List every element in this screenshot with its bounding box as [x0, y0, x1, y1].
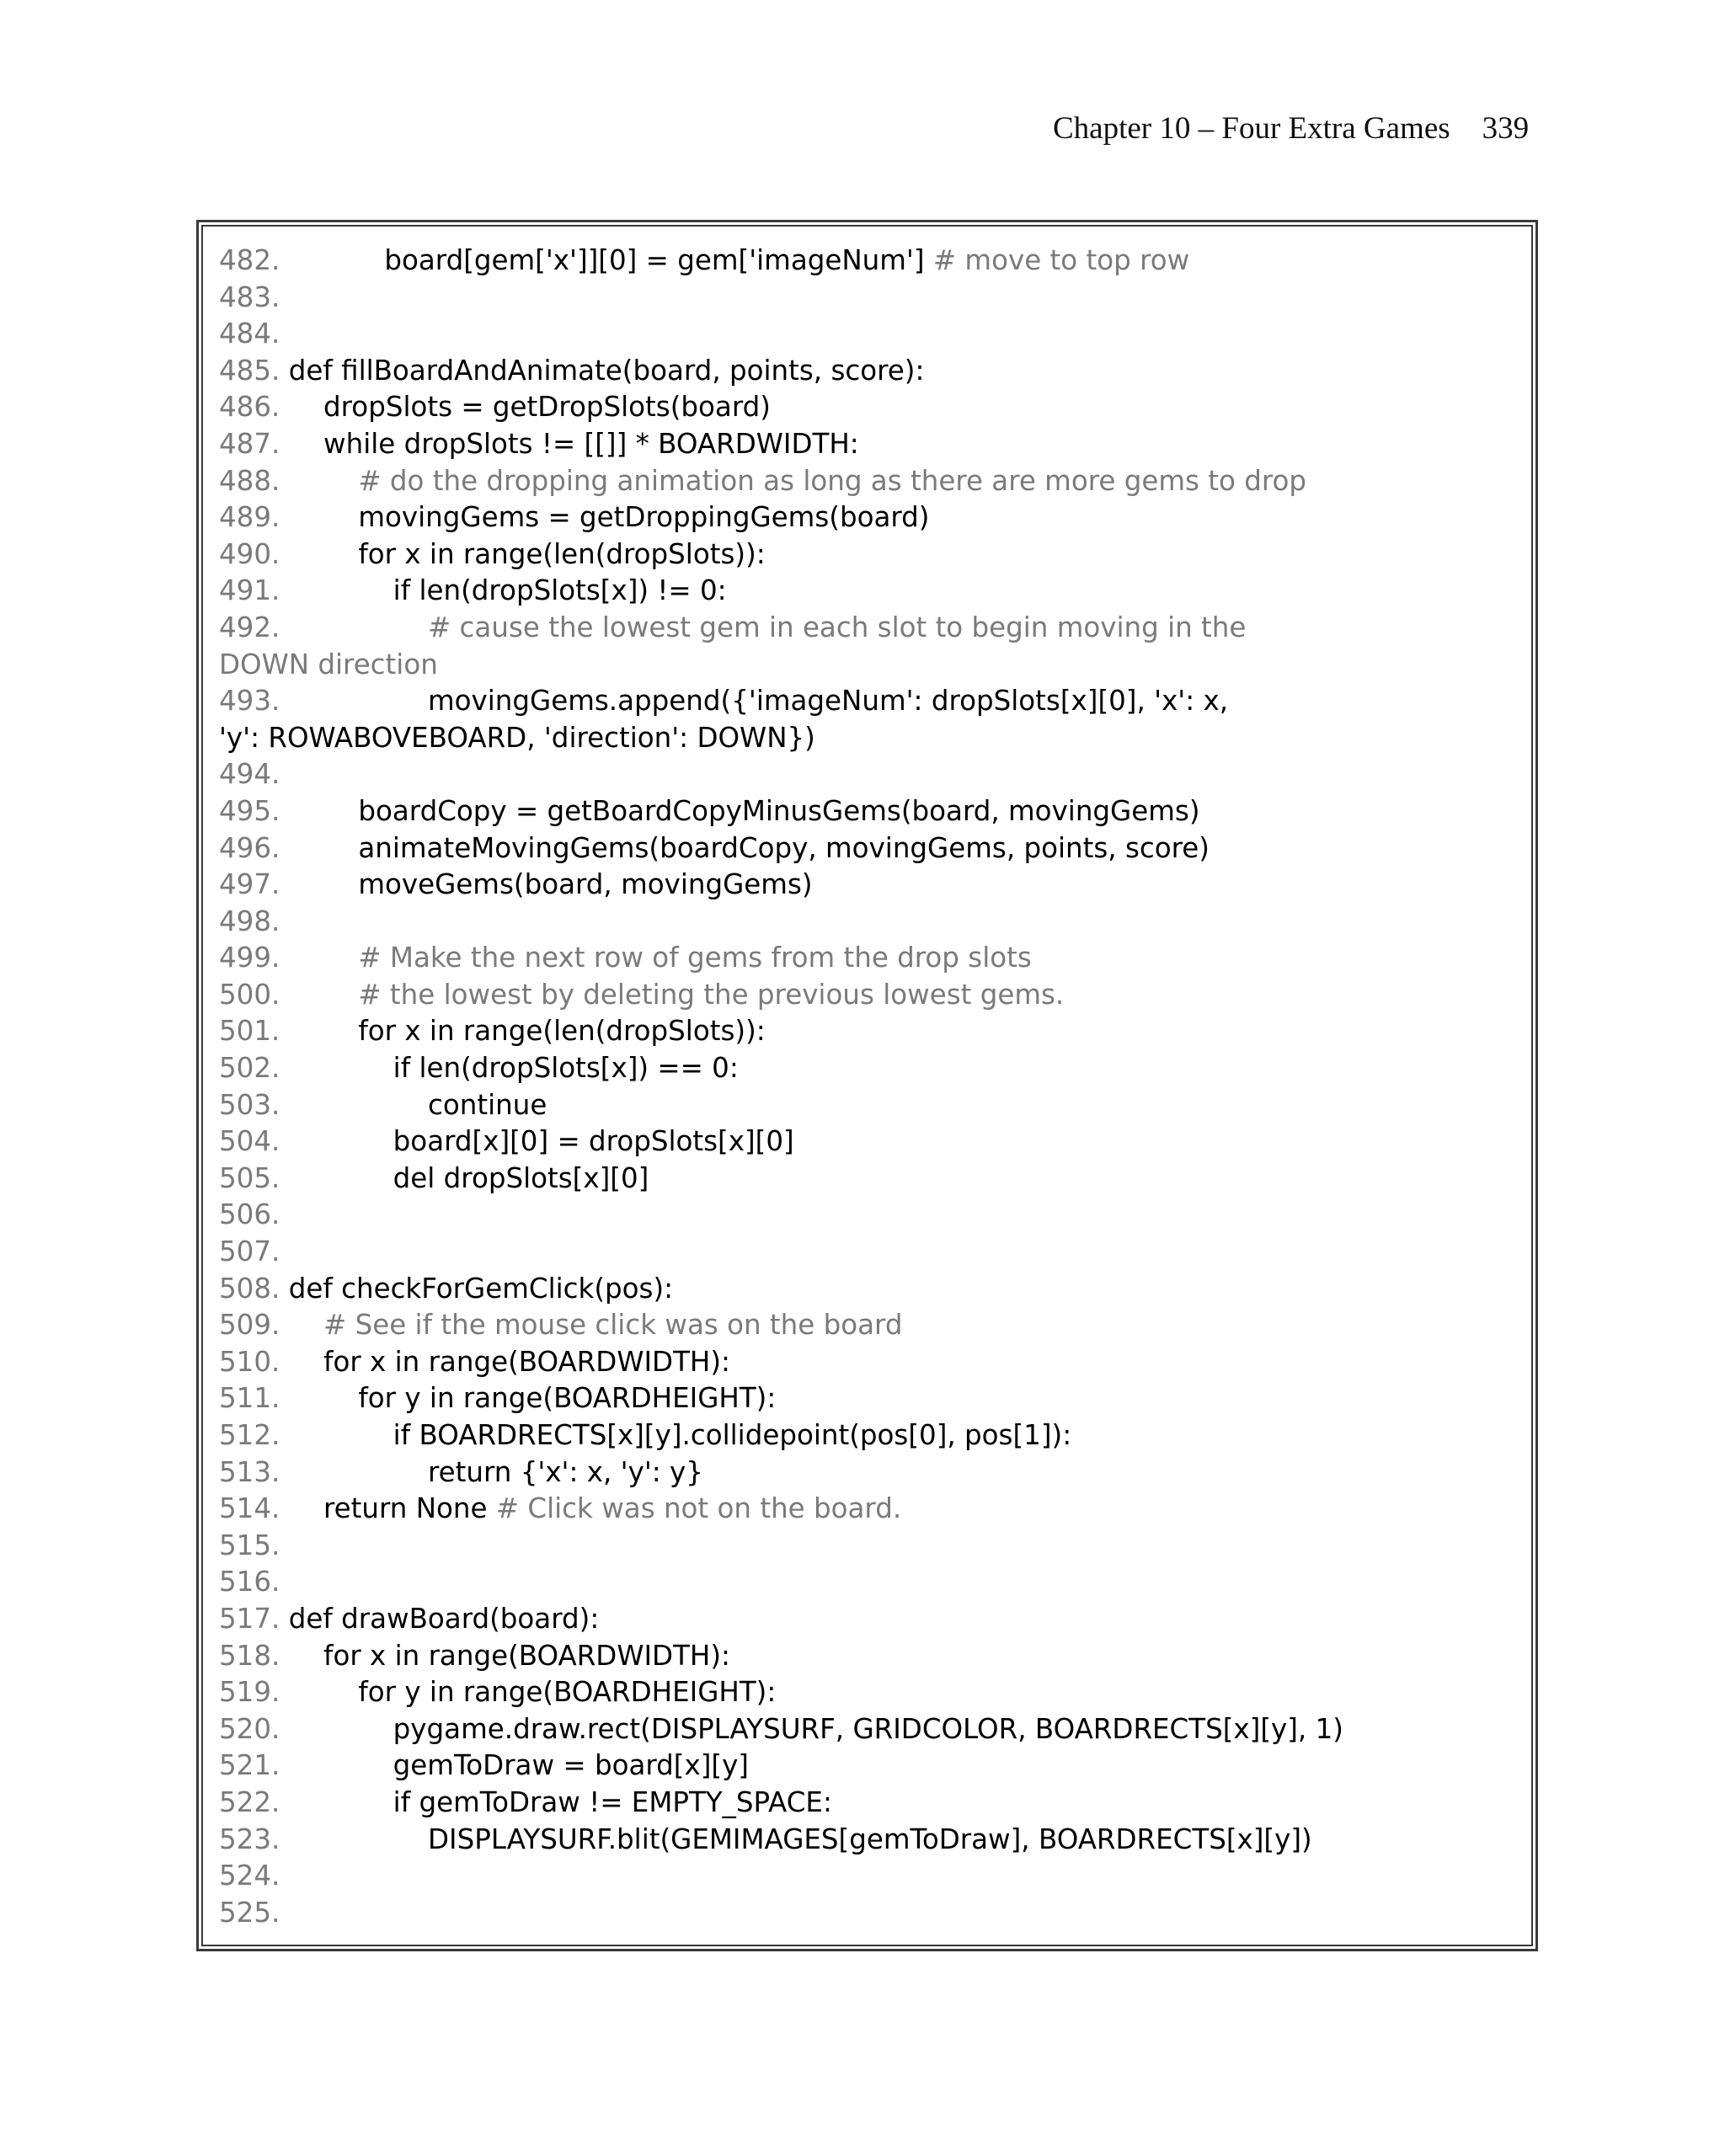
- code-text: [280, 1309, 323, 1341]
- code-line: [219, 1895, 1516, 1932]
- code-text: board[x][0] = dropSlots[x][0]: [280, 1125, 794, 1158]
- line-number: 522.: [219, 1785, 280, 1818]
- code-text: for y in range(BOARDHEIGHT):: [280, 1676, 777, 1709]
- line-number: 507.: [219, 1235, 280, 1268]
- code-line: [219, 1785, 1516, 1822]
- code-text: [280, 942, 358, 974]
- code-text: del dropSlots[x][0]: [280, 1161, 649, 1194]
- code-line: [219, 1454, 1516, 1492]
- line-number: 502.: [219, 1052, 280, 1085]
- code-comment: # See if the mouse click was on the board: [323, 1309, 903, 1342]
- code-comment: # move to top row: [932, 244, 1190, 276]
- code-line: [219, 499, 1516, 536]
- code-line: [219, 1380, 1516, 1417]
- code-text: def checkForGemClick(pos):: [280, 1272, 674, 1305]
- line-number: 499.: [219, 942, 280, 974]
- code-comment: DOWN direction: [219, 648, 438, 680]
- line-number: 487.: [219, 427, 280, 460]
- code-line: [219, 243, 1516, 280]
- code-line: [219, 1307, 1516, 1344]
- code-text: [280, 611, 428, 643]
- code-text: if len(dropSlots[x]) == 0:: [280, 1052, 739, 1085]
- code-text: pygame.draw.rect(DISPLAYSURF, GRIDCOLOR, BOARDRECTS[x][y], 1): [280, 1712, 1343, 1745]
- code-line: [219, 1638, 1516, 1675]
- code-text: [280, 465, 358, 497]
- code-text: for x in range(BOARDWIDTH):: [280, 1639, 730, 1672]
- code-text: DISPLAYSURF.blit(GEMIMAGES[gemToDraw], BOARDRECTS[x][y]): [280, 1822, 1312, 1855]
- line-number: 498.: [219, 905, 280, 937]
- code-text: for x in range(len(dropSlots)):: [280, 537, 766, 570]
- code-text: for y in range(BOARDHEIGHT):: [280, 1382, 777, 1415]
- code-line: [219, 1822, 1516, 1859]
- code-text: board[gem['x']][0] = gem['imageNum']: [280, 244, 933, 276]
- line-number: 514.: [219, 1492, 280, 1525]
- line-number: 509.: [219, 1309, 280, 1342]
- code-line: [219, 573, 1516, 610]
- line-number: 493.: [219, 685, 280, 718]
- code-line: [219, 1161, 1516, 1198]
- code-text: animateMovingGems(boardCopy, movingGems, points, score): [280, 831, 1210, 864]
- code-text: if gemToDraw != EMPTY_SPACE:: [280, 1785, 832, 1818]
- code-line: [219, 1674, 1516, 1711]
- line-number: 488.: [219, 464, 280, 497]
- line-number: 510.: [219, 1345, 280, 1378]
- code-listing-box: [196, 220, 1538, 1951]
- code-line: [219, 720, 1516, 757]
- code-text: while dropSlots != [[]] * BOARDWIDTH:: [280, 427, 859, 460]
- line-number: 517.: [219, 1602, 280, 1635]
- line-number: 489.: [219, 501, 280, 534]
- code-text: movingGems = getDroppingGems(board): [280, 501, 930, 534]
- code-line: [219, 463, 1516, 500]
- code-line: [219, 316, 1516, 353]
- code-text: for x in range(len(dropSlots)):: [280, 1015, 766, 1048]
- code-line: [219, 1491, 1516, 1528]
- page-header: [1053, 108, 1530, 150]
- code-line: [219, 536, 1516, 574]
- code-line: [219, 1344, 1516, 1381]
- line-number: 520.: [219, 1712, 280, 1745]
- line-number: 496.: [219, 831, 280, 864]
- code-line: [219, 867, 1516, 904]
- code-line: [219, 904, 1516, 941]
- code-text: if len(dropSlots[x]) != 0:: [280, 574, 727, 607]
- line-number: 505.: [219, 1161, 280, 1194]
- line-number: 482.: [219, 244, 280, 276]
- code-line: [219, 1711, 1516, 1748]
- code-line: [219, 1013, 1516, 1050]
- code-line: [219, 1087, 1516, 1124]
- code-comment: # Click was not on the board.: [495, 1492, 902, 1525]
- code-line: [219, 1858, 1516, 1895]
- code-line: [219, 1528, 1516, 1565]
- code-line: [219, 756, 1516, 793]
- code-text: movingGems.append({'imageNum': dropSlots[x][0], 'x': x,: [280, 685, 1229, 718]
- code-line: [219, 1234, 1516, 1271]
- code-line: [219, 793, 1516, 830]
- code-line: [219, 353, 1516, 390]
- line-number: 504.: [219, 1125, 280, 1158]
- code-comment: # cause the lowest gem in each slot to begin moving in the: [428, 611, 1247, 643]
- line-number: 483.: [219, 280, 280, 313]
- code-text: moveGems(board, movingGems): [280, 868, 813, 901]
- line-number: 491.: [219, 574, 280, 607]
- chapter-title: Chapter 10 – Four Extra Games: [1053, 111, 1450, 146]
- line-number: 495.: [219, 794, 280, 827]
- code-text: 'y': ROWABOVEBOARD, 'direction': DOWN}): [219, 721, 815, 754]
- code-line: [219, 389, 1516, 426]
- line-number: 508.: [219, 1272, 280, 1305]
- code-line: [219, 1601, 1516, 1638]
- line-number: 484.: [219, 318, 280, 350]
- code-text: for x in range(BOARDWIDTH):: [280, 1345, 730, 1378]
- code-line: [219, 940, 1516, 977]
- line-number: 521.: [219, 1749, 280, 1782]
- code-line: [219, 830, 1516, 867]
- code-line: [219, 280, 1516, 317]
- code-line: [219, 1271, 1516, 1308]
- line-number: 518.: [219, 1639, 280, 1672]
- line-number: 506.: [219, 1198, 280, 1231]
- line-number: 524.: [219, 1860, 280, 1892]
- line-number: 523.: [219, 1822, 280, 1855]
- code-line: [219, 426, 1516, 463]
- line-number: 513.: [219, 1455, 280, 1488]
- code-comment: # do the dropping animation as long as there are more gems to drop: [358, 464, 1306, 497]
- code-text: gemToDraw = board[x][y]: [280, 1749, 749, 1782]
- line-number: 516.: [219, 1566, 280, 1598]
- code-text: def drawBoard(board):: [280, 1602, 600, 1635]
- line-number: 485.: [219, 354, 280, 387]
- line-number: 503.: [219, 1088, 280, 1121]
- line-number: 497.: [219, 868, 280, 901]
- line-number: 512.: [219, 1419, 280, 1451]
- code-listing: [219, 243, 1516, 1931]
- line-number: 490.: [219, 537, 280, 570]
- code-text: [280, 979, 358, 1011]
- line-number: 519.: [219, 1676, 280, 1709]
- line-number: 492.: [219, 611, 280, 643]
- code-line: [219, 977, 1516, 1014]
- code-text: dropSlots = getDropSlots(board): [280, 391, 771, 424]
- line-number: 525.: [219, 1896, 280, 1929]
- code-text: continue: [280, 1088, 547, 1121]
- code-comment: # the lowest by deleting the previous lowest gems.: [358, 978, 1065, 1011]
- line-number: 486.: [219, 391, 280, 424]
- code-line: [219, 683, 1516, 720]
- line-number: 500.: [219, 978, 280, 1011]
- line-number: 511.: [219, 1382, 280, 1415]
- code-line: [219, 1417, 1516, 1454]
- code-line: [219, 1123, 1516, 1161]
- page-number: 339: [1482, 111, 1530, 146]
- line-number: 501.: [219, 1015, 280, 1048]
- code-line: [219, 1564, 1516, 1601]
- code-line: [219, 610, 1516, 647]
- code-text: if BOARDRECTS[x][y].collidepoint(pos[0], pos[1]):: [280, 1419, 1072, 1451]
- code-text: return {'x': x, 'y': y}: [280, 1455, 703, 1488]
- code-text: def fillBoardAndAnimate(board, points, score):: [280, 354, 925, 387]
- code-line: [219, 1197, 1516, 1234]
- code-line: [219, 647, 1516, 684]
- code-text: boardCopy = getBoardCopyMinusGems(board, movingGems): [280, 794, 1200, 827]
- line-number: 515.: [219, 1529, 280, 1561]
- line-number: 494.: [219, 758, 280, 791]
- code-line: [219, 1748, 1516, 1785]
- code-text: return None: [280, 1492, 496, 1525]
- code-line: [219, 1050, 1516, 1087]
- code-comment: # Make the next row of gems from the drop slots: [358, 942, 1032, 974]
